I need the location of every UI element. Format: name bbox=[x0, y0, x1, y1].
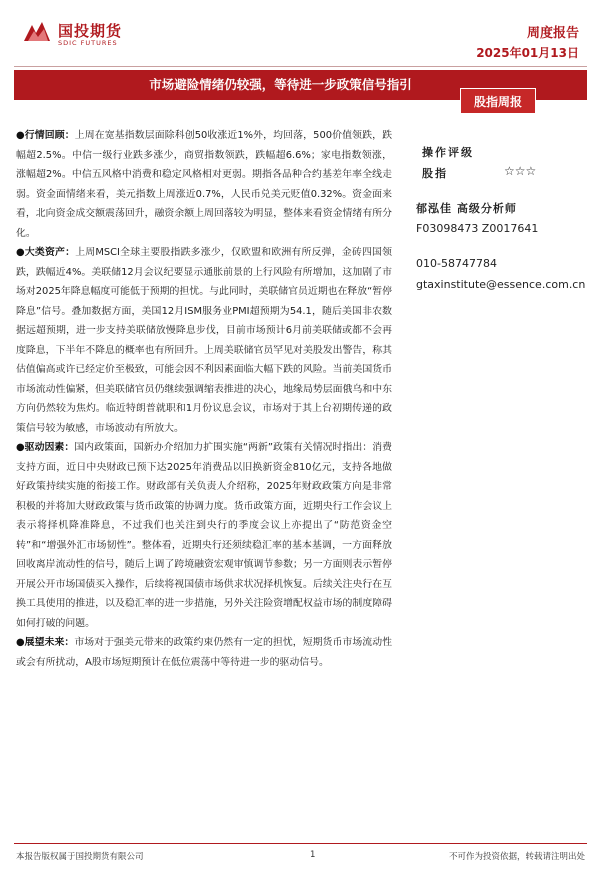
report-tag: 股指周报 bbox=[460, 88, 536, 114]
section-text: 上周在宽基指数层面除科创50收涨近1%外，均回落，500价值领跌，跌幅超2.5%。中信一级行业跌多涨少，商贸指数领跌，跌幅超6.6%；家电指数领涨，涨幅超2%。中信五风格中消费和稳定风格相对更弱。期指各品种合约基差年率全线走弱。资金面情绪来看，美元指数上周涨近0.7%，人民币兑美元贬值0.32%。资金面来看，北向资金成交额震荡回升，融资余额上周回落较为明显，整体来看资金情绪有所分化。 bbox=[16, 130, 392, 239]
page-number: 1 bbox=[310, 850, 316, 860]
logo-icon bbox=[22, 19, 52, 45]
section-outlook bbox=[16, 633, 392, 672]
page-title: 市场避险情绪仍较强，等待进一步政策信号指引 bbox=[149, 77, 412, 92]
section-text: 上周MSCI全球主要股指跌多涨少，仅欧盟和欧洲有所反弹，金砖四国领跌，跌幅近4%。美联储12月会议纪要显示通胀前景的上行风险有所增加，这加剧了市场对2025年降息幅度可能低于预期的担忧。与此同时，美联储官员近期也在释放“暂停降息”信号。叠加数据方面，美国12月ISM服务业PMI超预期为54.1，随后美国非农数据远超预期，进一步支持美联储放慢降息步伐，目前市场预计6月前美联储或都不会再度降息，下半年不降息的概率也有所回升。上周美联储官员罕见对美股发出警告，称其估值偏高或许已经定价至极致，可能会因不利因素面临大幅下跌的风险。当前美国货币市场流动性偏紧，但美联储官员仍继续强调缩表推进的决心，地缘局势层面俄乌和中东方向仍然较为焦灼。临近特朗普就职和1月份议息会议，市场对于其上台初期传递的政策信号较为敏感，市场波动有所放大。 bbox=[16, 247, 392, 434]
footer-disclaimer: 不可作为投资依据，转载请注明出处 bbox=[448, 852, 585, 862]
report-type: 周度报告 bbox=[526, 26, 579, 41]
section-drivers bbox=[16, 438, 392, 633]
section-lead: ●展望未来： bbox=[16, 637, 75, 648]
report-body bbox=[16, 126, 392, 672]
contact-email[interactable]: gtaxinstitute@essence.com.cn bbox=[416, 278, 586, 291]
rating-label: 股指 bbox=[422, 167, 448, 180]
section-asset-classes bbox=[16, 243, 392, 438]
rating-stars-icon: ☆☆☆ bbox=[504, 164, 537, 178]
section-market-review bbox=[16, 126, 392, 243]
section-lead: ●大类资产： bbox=[16, 247, 76, 258]
section-text: 市场对于强美元带来的政策约束仍然有一定的担忧，短期货币市场流动性或会有所扰动，A股市场短期预计在低位震荡中等待进一步的驱动信号。 bbox=[16, 637, 392, 668]
section-lead: ●行情回顾： bbox=[16, 130, 75, 141]
header-divider bbox=[14, 66, 587, 67]
section-text: 国内政策面，国新办介绍加力扩围实施“两新”政策有关情况时指出：消费支持方面，近日中央财政已预下达2025年消费品以旧换新资金810亿元，支持各地做好政策持续实施的衔接工作。财政部有关负责人介绍称，2025年财政政策方向是非常积极的并将加大财政政策与货币政策的协调力度。货币政策方面，近期央行工作会议上表示将择机降准降息，不过我们也关注到央行的季度会议上亦提出了“防范资金空转”和“增强外汇市场韧性”。整体看，近期央行还须续稳汇率的基本基调，一方面释放回收离岸流动性的信号，随后上调了跨境融资宏观审慎调节参数；另一方面则表示暂停开展公开市场国债买入操作，后续将视国债市场供求状况择机恢复。后续关注央行在互换工具使用的推进，以及稳汇率的进一步措施，另外关注险资增配权益市场的制度障碍如何打破的问题。 bbox=[16, 442, 393, 629]
section-lead: ●驱动因素： bbox=[16, 442, 75, 453]
contact-phone: 010-58747784 bbox=[416, 257, 497, 270]
footer-divider bbox=[14, 843, 587, 844]
footer-copyright: 本报告版权属于国投期货有限公司 bbox=[16, 852, 144, 862]
analyst-name: 郁泓佳 高级分析师 bbox=[416, 202, 517, 215]
report-date: 2025年01月13日 bbox=[476, 46, 579, 60]
logo-text: 国投期货 bbox=[58, 22, 123, 40]
logo-subtext: SDIC FUTURES bbox=[58, 39, 118, 47]
analyst-license: F03098473 Z0017641 bbox=[416, 222, 539, 235]
rating-title: 操作评级 bbox=[422, 146, 474, 159]
